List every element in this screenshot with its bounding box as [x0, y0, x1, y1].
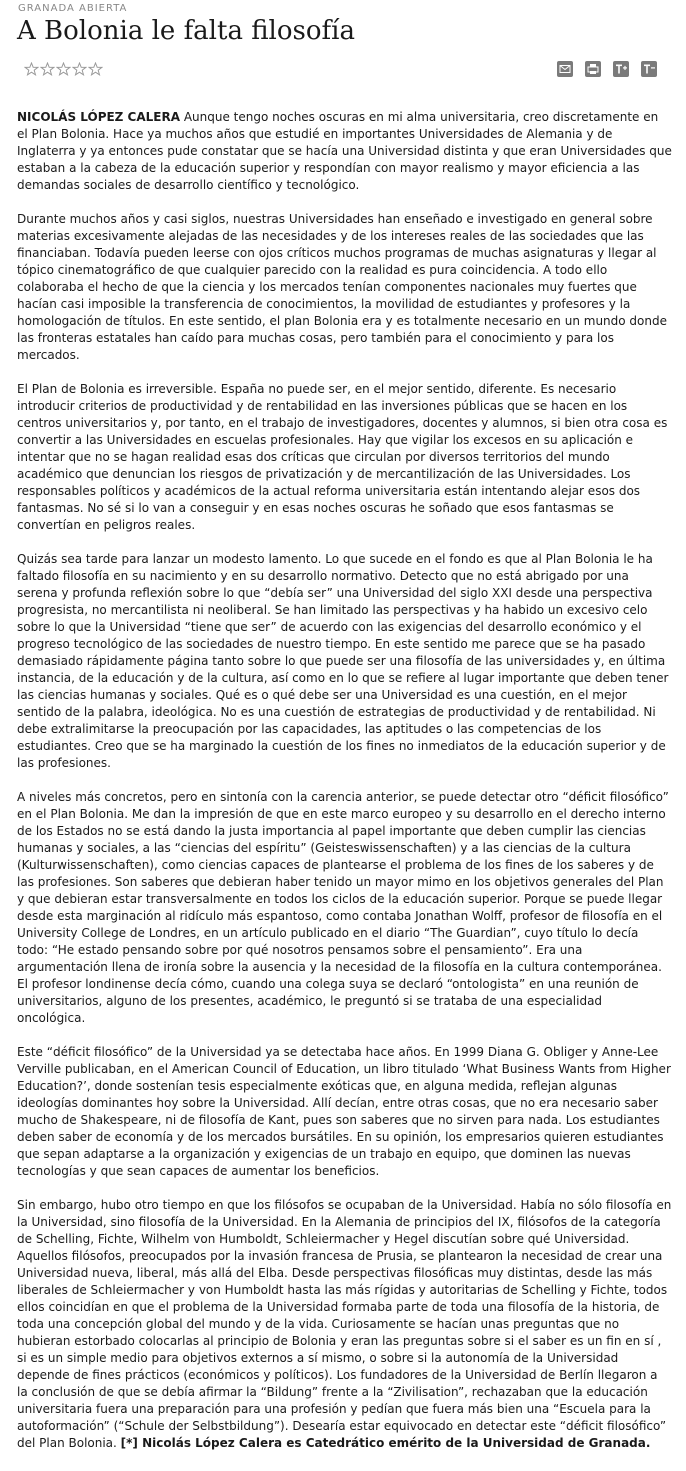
page-title: A Bolonia le falta filosofía — [17, 16, 355, 46]
increase-text-icon[interactable] — [613, 61, 629, 77]
article-tools — [557, 61, 657, 77]
article-paragraph: Durante muchos años y casi siglos, nuestras Universidades han enseñado e investigado en general sobre materias excesivamente alejadas de las necesidades y de los intereses reales de las sociedades que las financiaban. Todavía pueden leerse con ojos críticos muchos programas de muchas asignaturas y llegar al tópico cinematográfico de que cualquier parecido con la realidad es pura coincidencia. A todo ello colaboraba el hecho de que la ciencia y los mercados tenían componentes nacionales muy fuertes que hacían casi imposible la transferencia de conocimientos, la movilidad de estudiantes y profesores y la homologación de títulos. En este sentido, el plan Bolonia era y es totalmente necesario en un mundo donde las fronteras estatales han caído para muchas cosas, pero también para el conocimiento y para los mercados. — [17, 212, 667, 362]
print-icon[interactable] — [585, 61, 601, 77]
star-icon[interactable] — [88, 62, 103, 76]
paragraph-text: Aunque tengo noches oscuras en mi alma universitaria, creo discretamente en el Plan Bolonia. Hace ya muchos años que estudié en importantes Universidades de Alemania y de Inglaterra y ya entonces pude constatar que se hacía una Universidad distinta y que eran Universidades que estaban a la cabeza de la educación superior y respondían con mayor realismo y mayor eficiencia a las demandas sociales de desarrollo científico y tecnológico. — [17, 110, 672, 192]
article-paragraph: A niveles más concretos, pero en sintonía con la carencia anterior, se puede detectar otro “déficit filosófico” en el Plan Bolonia. Me dan la impresión de que en este marco europeo y su desarrollo en el derecho interno de los Estados no se está dando la justa importancia al papel importante que deben cumplir las ciencias humanas y sociales, a las “ciencias del espíritu” (Geisteswissenschaften) y a las ciencias de la cultura (Kulturwissenschaften), como ciencias capaces de plantearse el problema de los fines de los saberes y de las profesiones. Son saberes que debieran haber tenido un mayor mimo en los objetivos generales del Plan y que debieran estar transversalmente en todos los ciclos de la educación superior. Porque se puede llegar desde esta marginación al ridículo más espantoso, como contaba Jonathan Wolff, profesor de filosofía en el University College de Londres, en un artículo publicado en el diario “The Guardian”, cuyo título lo decía todo: “He estado pensando sobre por qué nosotros pensamos sobre el pensamiento”. Era una argumentación llena de ironía sobre la ausencia y la necesidad de la filosofía en la cultura contemporánea. El profesor londinense decía cómo, cuando una colega suya se declaró “ontologista” en una reunión de universitarios, alguno de los presentes, académico, le preguntó si se trataba de una especialidad oncológica. — [17, 790, 669, 1025]
star-icon[interactable] — [24, 62, 39, 76]
article-paragraph: El Plan de Bolonia es irreversible. España no puede ser, en el mejor sentido, diferente. Es necesario introducir criterios de productividad y de rentabilidad en las inversiones públicas que se hacen en los centros universitarios y, por tanto, en el trabajo de investigadores, docentes y alumnos, si bien otra cosa es convertir a las Universidades en escuelas profesionales. Hay que vigilar los excesos en su aplicación e intentar que no se hagan realidad esas dos críticas que circulan por diversos territorios del mundo académico que denuncian los riesgos de privatización y de mercantilización de las Universidades. Los responsables políticos y académicos de la actual reforma universitaria están intentando alejar esos dos fantasmas. No sé si lo van a conseguir y en esas noches oscuras he soñado que esos fantasmas se convertían en peligros reales. — [17, 382, 668, 532]
article-paragraph: Quizás sea tarde para lanzar un modesto lamento. Lo que sucede en el fondo es que al Plan Bolonia le ha faltado filosofía en su nacimiento y en su desarrollo normativo. Detecto que no está abrigado por una serena y profunda reflexión sobre lo que “debía ser” una Universidad del siglo XXI desde una perspectiva progresista, no mercantilista ni neoliberal. Se han limitado las perspectivas y ha habido un excesivo celo sobre lo que la Universidad “tiene que ser” de acuerdo con las exigencias del desarrollo económico y el progreso tecnológico de las sociedades de nuestro tiempo. En este sentido me parece que se ha pasado demasiado rápidamente página tanto sobre lo que puede ser una filosofía de las universidades y, en última instancia, de la educación y de la cultura, así como en lo que se refiere al lugar importante que deben tener las ciencias humanas y sociales. Qué es o qué debe ser una Universidad es una cuestión, en el mejor sentido de la palabra, ideológica. No es una cuestión de estrategias de productividad y de rentabilidad. Ni debe extralimitarse la preocupación por las capacidades, las aptitudes o las competencias de los estudiantes. Creo que se ha marginado la cuestión de los fines no inmediatos de la educación superior y de las profesiones. — [17, 552, 669, 770]
section-label: GRANADA ABIERTA — [18, 3, 128, 14]
article-body — [17, 109, 672, 1469]
decrease-text-icon[interactable] — [641, 61, 657, 77]
article-paragraph — [17, 109, 672, 194]
author-bio: [*] Nicolás López Calera es Catedrático emérito de la Universidad de Granada. — [120, 1436, 651, 1450]
author-name: NICOLÁS LÓPEZ CALERA — [17, 110, 181, 124]
star-icon[interactable] — [72, 62, 87, 76]
article-paragraph: Este “déficit filosófico” de la Universidad ya se detectaba hace años. En 1999 Diana G. Obliger y Anne-Lee Verville publicaban, en el American Council of Education, un libro titulado ‘What Business Wants from Higher Education?’, donde sostenían tesis especialmente exóticas que, en alguna medida, reflejan algunas ideologías dominantes hoy sobre la Universidad. Allí decían, entre otras cosas, que no era necesario saber mucho de Shakespeare, ni de filosofía de Kant, pues son saberes que no sirven para nada. Los estudiantes deben saber de economía y de los mercados bursátiles. En su opinión, los empresarios quieren estudiantes que sepan adaptarse a la organización y exigencias de un trabajo en equipo, que dominen las nuevas tecnologías y que sean capaces de aumentar los beneficios. — [17, 1045, 671, 1178]
paragraph-text: Sin embargo, hubo otro tiempo en que los filósofos se ocupaban de la Universidad. Había no sólo filosofía en la Universidad, sino filosofía de la Universidad. En la Alemania de principios del IX, filósofos de la categoría de Schelling, Fichte, Wilhelm von Humboldt, Schleiermacher y Hegel discutían sobre qué Universidad. Aquellos filósofos, preocupados por la invasión francesa de Prusia, se plantearon la necesidad de crear una Universidad nueva, liberal, más allá del Elba. Desde perspectivas filosóficas muy distintas, desde las más liberales de Schleiermacher y von Humboldt hasta las más rígidas y autoritarias de Schelling y Fichte, todos ellos coincidían en que el problema de la Universidad formaba parte de toda una filosofía de la historia, de toda una concepción global del mundo y de la vida. Curiosamente se hacían unas preguntas que no hubieran estorbado colocarlas al principio de Bolonia y eran las preguntas sobre si el saber es un fin en sí , si es un simple medio para objetivos externos a sí mismo, o sobre si la autonomía de la Universidad depende de fines prácticos (económicos y políticos). Los fundadores de la Universidad de Berlín llegaron a la conclusión de que se debía afirmar la “Bildung” frente a la “Zivilisation”, rechazaban que la educación universitaria fuera una preparación para una profesión y pedían que fuera más bien una “Escuela para la autoformación” (“Schule der Selbstbildung”). Desearía estar equivocado en detectar este “déficit filosófico” del Plan Bolonia. — [17, 1198, 672, 1450]
email-icon[interactable] — [557, 61, 573, 77]
article-paragraph — [17, 1197, 672, 1452]
star-icon[interactable] — [40, 62, 55, 76]
star-icon[interactable] — [56, 62, 71, 76]
star-rating[interactable] — [24, 62, 103, 76]
